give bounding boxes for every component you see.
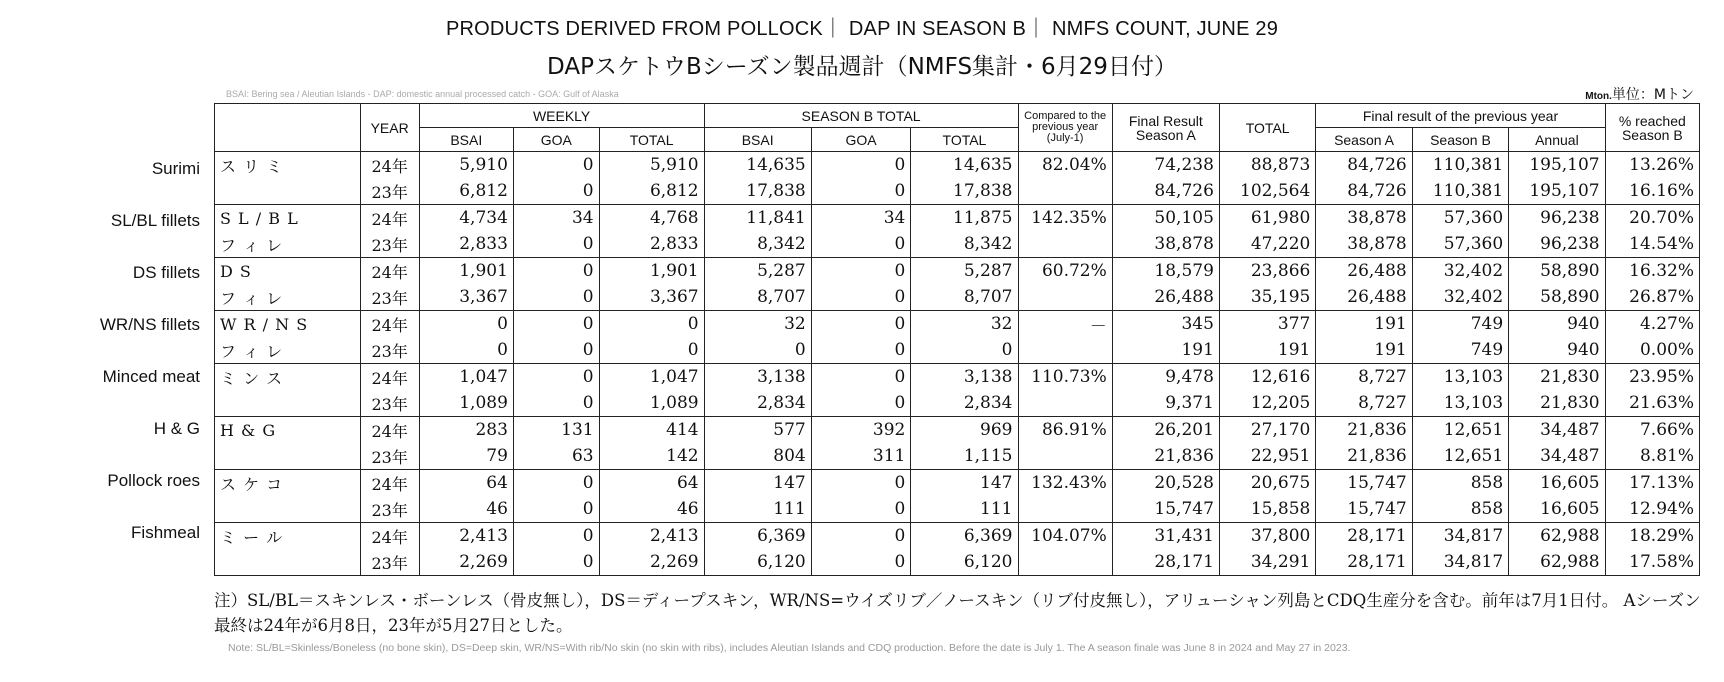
prev-season-a-cell: 191 [1316,337,1412,364]
season-goa-cell: 0 [811,470,911,497]
weekly-goa-cell: 0 [513,337,599,364]
compared-cell [1018,284,1112,311]
season-goa-cell: 0 [811,549,911,576]
weekly-total-cell: 1,901 [599,258,704,285]
prev-annual-cell: 21,830 [1509,364,1605,391]
prev-season-b-cell: 12,651 [1412,417,1508,444]
season-total-cell: 969 [911,417,1018,444]
total-cell: 12,205 [1219,390,1315,417]
title-english: PRODUCTS DERIVED FROM POLLOCK｜ DAP IN SEASON B｜ NMFS COUNT, JUNE 29 [445,18,1279,40]
year-cell: 23年 [360,390,419,417]
reached-cell: 7.66% [1605,417,1699,444]
compared-cell [1018,443,1112,470]
unit-label [1585,84,1694,104]
prev-annual-cell: 195,107 [1509,178,1605,205]
compared-cell [1018,337,1112,364]
weekly-total-cell: 414 [599,417,704,444]
compared-cell [1018,231,1112,258]
season-total-cell: 111 [911,496,1018,523]
weekly-bsai-cell: 2,269 [419,549,513,576]
prev-season-a-cell: 15,747 [1316,470,1412,497]
table-row [215,443,1700,470]
year-cell: 23年 [360,443,419,470]
prev-season-b-cell: 13,103 [1412,390,1508,417]
prev-season-a-cell: 191 [1316,311,1412,338]
abbreviation-legend: BSAI: Bering sea / Aleutian Islands - DAP: domestic annual processed catch - GOA: Gulf of Alaska [226,89,619,99]
year-cell: 23年 [360,284,419,311]
reached-cell: 12.94% [1605,496,1699,523]
weekly-goa-cell: 0 [513,178,599,205]
prev-season-b-cell: 110,381 [1412,178,1508,205]
year-cell: 23年 [360,178,419,205]
season-goa-cell: 0 [811,152,911,179]
table-row [215,311,1700,338]
season-total-cell: 0 [911,337,1018,364]
final-a-cell: 9,371 [1112,390,1219,417]
prev-season-a-cell: 26,488 [1316,284,1412,311]
season-bsai-cell: 5,287 [704,258,811,285]
season-bsai-cell: 0 [704,337,811,364]
season-total-cell: 147 [911,470,1018,497]
prev-season-b-cell: 57,360 [1412,231,1508,258]
weekly-bsai-cell: 5,910 [419,152,513,179]
total-cell: 12,616 [1219,364,1315,391]
weekly-total-cell: 1,047 [599,364,704,391]
weekly-total-cell: 6,812 [599,178,704,205]
compared-cell: 82.04% [1018,152,1112,179]
year-cell: 24年 [360,523,419,550]
prev-season-a-cell: 21,836 [1316,443,1412,470]
season-goa-cell: 0 [811,390,911,417]
season-bsai-cell: 6,120 [704,549,811,576]
table-row [215,284,1700,311]
season-total-cell: 14,635 [911,152,1018,179]
season-bsai-cell: 6,369 [704,523,811,550]
product-jp-name: D S [215,258,361,285]
prev-annual-cell: 195,107 [1509,152,1605,179]
table-row [215,417,1700,444]
total-cell: 47,220 [1219,231,1315,258]
note-japanese: 注）SL/BL＝スキンレス・ボーンレス（骨皮無し），DS＝ディープスキン，WR/NS=ウイズリブ／ノースキン（リブ付皮無し），アリューシャン列島とCDQ生産分を含む。前年は7月1日付。 Aシーズン最終は24年が6月8日，23年が5月27日とした。 [214,591,1701,635]
product-label: SL/BL fillets [110,211,200,230]
header-season-bsai: BSAI [704,128,811,152]
year-cell: 24年 [360,417,419,444]
final-a-cell: 20,528 [1112,470,1219,497]
product-jp-name: H & G [215,417,361,444]
season-bsai-cell: 8,707 [704,284,811,311]
header-season-goa: GOA [811,128,911,152]
weekly-total-cell: 4,768 [599,205,704,232]
season-goa-cell: 0 [811,496,911,523]
compared-cell: 60.72% [1018,258,1112,285]
prev-season-b-cell: 12,651 [1412,443,1508,470]
header-total: TOTAL [1219,104,1315,152]
prev-season-a-cell: 38,878 [1316,205,1412,232]
final-a-cell: 18,579 [1112,258,1219,285]
table-row [215,390,1700,417]
prev-season-a-cell: 8,727 [1316,390,1412,417]
final-a-cell: 31,431 [1112,523,1219,550]
total-cell: 61,980 [1219,205,1315,232]
product-label: H & G [153,419,200,438]
product-jp-name: S L / B L [215,205,361,232]
product-label: Surimi [151,159,200,178]
data-table [214,103,1700,576]
season-total-cell: 8,707 [911,284,1018,311]
final-a-cell: 15,747 [1112,496,1219,523]
weekly-goa-cell: 0 [513,152,599,179]
season-bsai-cell: 577 [704,417,811,444]
season-goa-cell: 0 [811,284,911,311]
season-goa-cell: 34 [811,205,911,232]
weekly-goa-cell: 0 [513,390,599,417]
final-a-cell: 191 [1112,337,1219,364]
product-jp-name [215,443,361,470]
product-jp-name: ミ ン ス [215,364,361,391]
prev-season-b-cell: 749 [1412,337,1508,364]
weekly-bsai-cell: 2,413 [419,523,513,550]
reached-cell: 23.95% [1605,364,1699,391]
season-total-cell: 6,369 [911,523,1018,550]
weekly-bsai-cell: 1,089 [419,390,513,417]
header-prev-year: Final result of the previous year [1316,104,1605,128]
season-goa-cell: 0 [811,337,911,364]
unit-jp: 単位：Mトン [1611,87,1694,103]
season-goa-cell: 0 [811,311,911,338]
table-row [215,549,1700,576]
reached-cell: 0.00% [1605,337,1699,364]
season-bsai-cell: 17,838 [704,178,811,205]
product-jp-name: ス ケ コ [215,470,361,497]
table-row [215,337,1700,364]
season-total-cell: 8,342 [911,231,1018,258]
weekly-bsai-cell: 0 [419,311,513,338]
season-bsai-cell: 32 [704,311,811,338]
header-season-total: TOTAL [911,128,1018,152]
prev-annual-cell: 940 [1509,337,1605,364]
weekly-goa-cell: 0 [513,284,599,311]
prev-annual-cell: 34,487 [1509,417,1605,444]
year-cell: 23年 [360,337,419,364]
year-cell: 24年 [360,205,419,232]
total-cell: 102,564 [1219,178,1315,205]
prev-season-a-cell: 21,836 [1316,417,1412,444]
unit-en: Mton. [1585,91,1612,102]
weekly-bsai-cell: 4,734 [419,205,513,232]
total-cell: 35,195 [1219,284,1315,311]
prev-season-a-cell: 28,171 [1316,523,1412,550]
total-cell: 23,866 [1219,258,1315,285]
product-jp-name [215,496,361,523]
header-weekly: WEEKLY [419,104,704,128]
season-bsai-cell: 2,834 [704,390,811,417]
season-bsai-cell: 111 [704,496,811,523]
season-total-cell: 11,875 [911,205,1018,232]
compared-cell: 132.43% [1018,470,1112,497]
weekly-total-cell: 2,269 [599,549,704,576]
weekly-goa-cell: 0 [513,496,599,523]
weekly-goa-cell: 0 [513,364,599,391]
weekly-bsai-cell: 64 [419,470,513,497]
weekly-bsai-cell: 0 [419,337,513,364]
prev-season-a-cell: 84,726 [1316,178,1412,205]
prev-season-b-cell: 34,817 [1412,549,1508,576]
final-a-cell: 9,478 [1112,364,1219,391]
prev-season-b-cell: 32,402 [1412,284,1508,311]
weekly-total-cell: 2,833 [599,231,704,258]
final-a-cell: 21,836 [1112,443,1219,470]
reached-cell: 14.54% [1605,231,1699,258]
prev-season-a-cell: 38,878 [1316,231,1412,258]
prev-season-a-cell: 28,171 [1316,549,1412,576]
compared-cell [1018,390,1112,417]
weekly-goa-cell: 131 [513,417,599,444]
table-row [215,496,1700,523]
reached-cell: 8.81% [1605,443,1699,470]
total-cell: 191 [1219,337,1315,364]
compared-cell [1018,549,1112,576]
final-a-cell: 84,726 [1112,178,1219,205]
prev-season-b-cell: 57,360 [1412,205,1508,232]
header-year: YEAR [360,104,419,152]
table-body [215,152,1700,576]
product-label: Fishmeal [131,523,200,542]
season-goa-cell: 0 [811,231,911,258]
prev-annual-cell: 62,988 [1509,549,1605,576]
product-jp-name: ス リ ミ [215,152,361,179]
prev-season-b-cell: 858 [1412,470,1508,497]
prev-annual-cell: 940 [1509,311,1605,338]
total-cell: 88,873 [1219,152,1315,179]
weekly-total-cell: 0 [599,311,704,338]
season-total-cell: 6,120 [911,549,1018,576]
reached-cell: 20.70% [1605,205,1699,232]
header-product [215,104,361,152]
table-row [215,523,1700,550]
prev-season-b-cell: 749 [1412,311,1508,338]
reached-cell: 16.32% [1605,258,1699,285]
reached-cell: 17.13% [1605,470,1699,497]
weekly-total-cell: 2,413 [599,523,704,550]
total-cell: 27,170 [1219,417,1315,444]
weekly-total-cell: 1,089 [599,390,704,417]
header-weekly-goa: GOA [513,128,599,152]
year-cell: 23年 [360,496,419,523]
compared-cell: 110.73% [1018,364,1112,391]
header-compared: Compared to the previous year (July-1) [1018,104,1112,152]
prev-season-a-cell: 26,488 [1316,258,1412,285]
prev-annual-cell: 96,238 [1509,231,1605,258]
table-row [215,364,1700,391]
compared-cell: 86.91% [1018,417,1112,444]
reached-cell: 4.27% [1605,311,1699,338]
season-total-cell: 17,838 [911,178,1018,205]
product-jp-name: W R / N S [215,311,361,338]
year-cell: 24年 [360,470,419,497]
year-cell: 23年 [360,549,419,576]
season-total-cell: 5,287 [911,258,1018,285]
total-cell: 22,951 [1219,443,1315,470]
compared-cell: 142.35% [1018,205,1112,232]
product-jp-name [215,390,361,417]
product-jp-name [215,178,361,205]
header-prev-annual: Annual [1509,128,1605,152]
compared-cell: － [1018,311,1112,338]
product-jp-name [215,549,361,576]
prev-season-b-cell: 110,381 [1412,152,1508,179]
prev-annual-cell: 16,605 [1509,496,1605,523]
prev-annual-cell: 34,487 [1509,443,1605,470]
header-weekly-total: TOTAL [599,128,704,152]
season-total-cell: 32 [911,311,1018,338]
season-bsai-cell: 8,342 [704,231,811,258]
season-goa-cell: 0 [811,258,911,285]
season-total-cell: 1,115 [911,443,1018,470]
weekly-bsai-cell: 2,833 [419,231,513,258]
year-cell: 24年 [360,152,419,179]
final-a-cell: 38,878 [1112,231,1219,258]
year-cell: 24年 [360,311,419,338]
final-a-cell: 345 [1112,311,1219,338]
prev-season-a-cell: 84,726 [1316,152,1412,179]
season-total-cell: 3,138 [911,364,1018,391]
weekly-goa-cell: 0 [513,258,599,285]
weekly-total-cell: 64 [599,470,704,497]
header-season-b-total: SEASON B TOTAL [704,104,1018,128]
year-cell: 24年 [360,258,419,285]
final-a-cell: 50,105 [1112,205,1219,232]
season-goa-cell: 311 [811,443,911,470]
reached-cell: 21.63% [1605,390,1699,417]
table-row [215,205,1700,232]
weekly-bsai-cell: 283 [419,417,513,444]
total-cell: 15,858 [1219,496,1315,523]
table-row [215,470,1700,497]
season-goa-cell: 392 [811,417,911,444]
weekly-total-cell: 142 [599,443,704,470]
season-bsai-cell: 3,138 [704,364,811,391]
compared-cell: 104.07% [1018,523,1112,550]
season-goa-cell: 0 [811,178,911,205]
header-prev-season-a: Season A [1316,128,1412,152]
season-total-cell: 2,834 [911,390,1018,417]
weekly-total-cell: 46 [599,496,704,523]
season-bsai-cell: 147 [704,470,811,497]
prev-season-b-cell: 34,817 [1412,523,1508,550]
product-jp-name: フ ィ レ [215,231,361,258]
weekly-bsai-cell: 3,367 [419,284,513,311]
prev-annual-cell: 58,890 [1509,284,1605,311]
product-jp-name: フ ィ レ [215,284,361,311]
prev-season-b-cell: 32,402 [1412,258,1508,285]
product-label: Minced meat [102,367,200,386]
weekly-bsai-cell: 46 [419,496,513,523]
season-goa-cell: 0 [811,523,911,550]
weekly-goa-cell: 34 [513,205,599,232]
weekly-total-cell: 5,910 [599,152,704,179]
reached-cell: 26.87% [1605,284,1699,311]
season-bsai-cell: 14,635 [704,152,811,179]
weekly-goa-cell: 0 [513,231,599,258]
reached-cell: 17.58% [1605,549,1699,576]
weekly-bsai-cell: 1,901 [419,258,513,285]
total-cell: 34,291 [1219,549,1315,576]
table-row [215,178,1700,205]
weekly-goa-cell: 0 [513,311,599,338]
table-row [215,152,1700,179]
weekly-total-cell: 0 [599,337,704,364]
header-weekly-bsai: BSAI [419,128,513,152]
header-prev-season-b: Season B [1412,128,1508,152]
product-jp-name: フ ィ レ [215,337,361,364]
prev-annual-cell: 96,238 [1509,205,1605,232]
weekly-bsai-cell: 79 [419,443,513,470]
year-cell: 24年 [360,364,419,391]
season-bsai-cell: 11,841 [704,205,811,232]
compared-cell [1018,496,1112,523]
header-final-a: Final Result Season A [1112,104,1219,152]
compared-cell [1018,178,1112,205]
season-goa-cell: 0 [811,364,911,391]
total-cell: 37,800 [1219,523,1315,550]
product-label: DS fillets [132,263,200,282]
season-bsai-cell: 804 [704,443,811,470]
prev-annual-cell: 62,988 [1509,523,1605,550]
note-english: Note: SL/BL=Skinless/Boneless (no bone skin), DS=Deep skin, WR/NS=With rib/No skin (no skin with ribs), includes Aleutian Islands and CDQ production. Before the date is July 1. The A season finale was June 8 in 2024 and May 27 in 2023. [228,642,1351,654]
table-row [215,231,1700,258]
total-cell: 20,675 [1219,470,1315,497]
weekly-goa-cell: 63 [513,443,599,470]
total-cell: 377 [1219,311,1315,338]
final-a-cell: 26,488 [1112,284,1219,311]
product-label: WR/NS fillets [99,315,200,334]
table-row [215,258,1700,285]
reached-cell: 18.29% [1605,523,1699,550]
prev-season-a-cell: 8,727 [1316,364,1412,391]
reached-cell: 13.26% [1605,152,1699,179]
weekly-bsai-cell: 1,047 [419,364,513,391]
prev-annual-cell: 58,890 [1509,258,1605,285]
weekly-goa-cell: 0 [513,549,599,576]
weekly-goa-cell: 0 [513,470,599,497]
prev-season-a-cell: 15,747 [1316,496,1412,523]
weekly-goa-cell: 0 [513,523,599,550]
final-a-cell: 74,238 [1112,152,1219,179]
weekly-total-cell: 3,367 [599,284,704,311]
title-japanese: DAPスケトウBシーズン製品週計（NMFS集計・6月29日付） [547,54,1177,80]
reached-cell: 16.16% [1605,178,1699,205]
final-a-cell: 28,171 [1112,549,1219,576]
prev-season-b-cell: 858 [1412,496,1508,523]
prev-annual-cell: 16,605 [1509,470,1605,497]
weekly-bsai-cell: 6,812 [419,178,513,205]
prev-annual-cell: 21,830 [1509,390,1605,417]
final-a-cell: 26,201 [1112,417,1219,444]
product-label: Pollock roes [107,471,200,490]
prev-season-b-cell: 13,103 [1412,364,1508,391]
year-cell: 23年 [360,231,419,258]
header-reached: % reached Season B [1605,104,1699,152]
product-jp-name: ミ ー ル [215,523,361,550]
